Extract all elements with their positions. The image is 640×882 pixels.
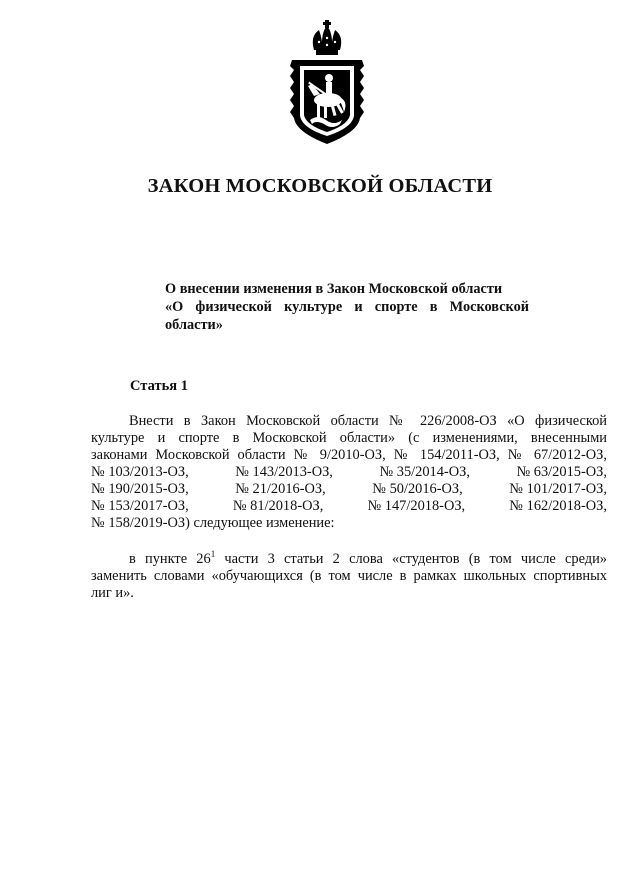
subject-line: О внесении изменения в Закон Московской области [165, 281, 503, 297]
article-paragraph-2 [91, 551, 607, 602]
paragraph-line [91, 481, 607, 498]
paragraph-line: Внести в Закон Московской области № 226/2008-ОЗ «О физической [129, 413, 607, 429]
subject-line: области» [165, 317, 223, 333]
paragraph-line [91, 551, 607, 568]
subject-line: «О физической культуре и спорте в Московской [165, 299, 529, 315]
law-reference: № 162/2018-ОЗ, [509, 498, 607, 514]
law-reference: № 190/2015-ОЗ, [91, 481, 189, 497]
law-reference: № 101/2017-ОЗ, [509, 481, 607, 497]
law-reference: № 143/2013-ОЗ, [235, 464, 333, 480]
paragraph-line: заменить словами «обучающихся (в том числе в рамках школьных спортивных [91, 568, 607, 584]
paragraph-line: № 158/2019-ОЗ) следующее изменение: [91, 515, 335, 531]
article-heading: Статья 1 [130, 378, 188, 394]
article-paragraph-1 [91, 413, 607, 532]
superscript: 1 [210, 549, 216, 559]
paragraph-line: культуре и спорте в Московской области» (с изменениями, внесенными [91, 430, 607, 446]
law-reference: № 63/2015-ОЗ, [516, 464, 607, 480]
paragraph-line [91, 498, 607, 515]
law-reference: № 50/2016-ОЗ, [372, 481, 463, 497]
amendment-text: части 3 статьи 2 слова «студентов (в том числе среди» [215, 551, 607, 567]
law-reference: № 147/2018-ОЗ, [367, 498, 466, 514]
law-reference: № 35/2014-ОЗ, [379, 464, 470, 480]
law-reference: № 81/2018-ОЗ, [232, 498, 324, 514]
paragraph-line: законами Московской области № 9/2010-ОЗ, № 154/2011-ОЗ, № 67/2012-ОЗ, [91, 447, 607, 463]
law-subject [165, 280, 529, 334]
paragraph-line [91, 464, 607, 481]
law-reference: № 103/2013-ОЗ, [91, 464, 189, 480]
law-reference: № 21/2016-ОЗ, [235, 481, 326, 497]
paragraph-line: лиг и». [91, 585, 134, 601]
moscow-oblast-coat-of-arms-icon [284, 20, 370, 148]
document-title: ЗАКОН МОСКОВСКОЙ ОБЛАСТИ [147, 175, 493, 197]
law-reference: № 153/2017-ОЗ, [91, 498, 189, 514]
amendment-text: в пункте 26 [129, 551, 211, 567]
